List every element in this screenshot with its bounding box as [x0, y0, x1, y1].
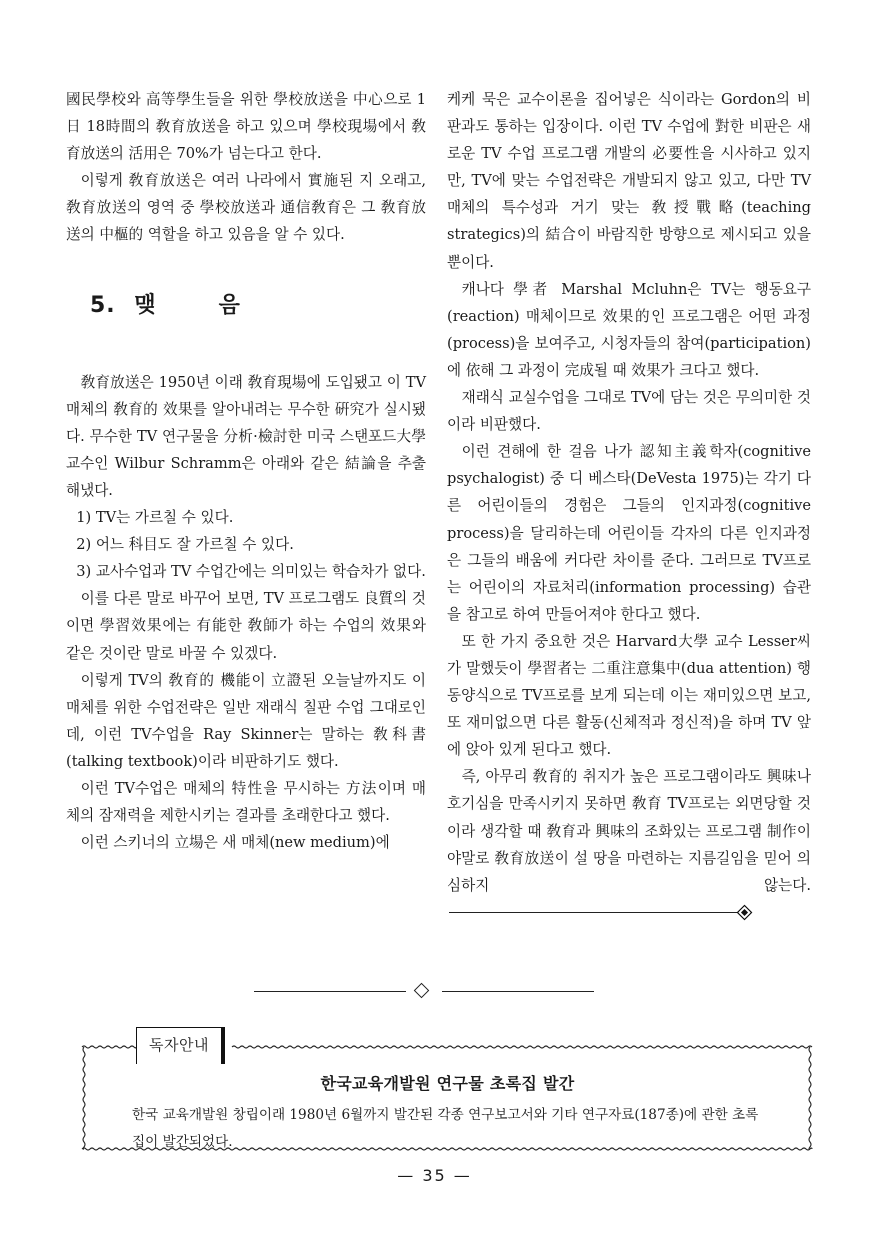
paragraph: 케케 묵은 교수이론을 집어넣은 식이라는 Gordon의 비판과도 통하는 입장이다. 이런 TV 수업에 對한 비판은 새로운 TV 수업 프로그램 개발의 必要性을 시사하고 있지만, TV에 맞는 수업전략은 개발되지 않고 있고, 다만 TV 매체의 특수성과 거기 맞는 敎授戰略(teaching strategics)의 結合이 바람직한 방향으로 제시되고 있을 뿐이다.	[447, 91, 811, 271]
end-mark-icon	[737, 905, 753, 921]
section-title-part-2: 음	[218, 292, 241, 318]
paragraph: 이를 다른 말로 바꾸어 보면, TV 프로그램도 良質의 것이면 學習效果에는 有能한 敎師가 하는 수업의 效果와 같은 것이란 말로 바꿀 수 있겠다.	[66, 590, 426, 662]
section-heading	[90, 291, 426, 321]
paragraph: 캐나다 學者 Marshal Mcluhn은 TV는 행동요구(reaction) 매체이므로 效果的인 프로그램은 어떤 과정(process)을 보여주고, 시청자들의 참여(participation)에 依해 그 과정이 完成될 때 效果가 크다고 했다.	[447, 280, 811, 379]
notice-tag: 독자안내	[136, 1027, 222, 1064]
notice-body: 한국 교육개발원 창립이래 1980년 6월까지 발간된 각종 연구보고서와 기타 연구자료(187종)에 관한 초록집이 발간되었다.	[132, 1107, 759, 1150]
paragraph: 이런 TV수업은 매체의 特性을 무시하는 方法이며 매체의 잠재력을 제한시키는 결과를 초래한다고 했다.	[66, 779, 426, 825]
paragraph-final	[447, 763, 811, 926]
paragraph: 또 한 가지 중요한 것은 Harvard大學 교수 Lesser씨가 말했듯이 學習者는 二重注意集中(dua attention) 행동양식으로 TV프로를 보게 되는데 이는 재미있으면 보고, 또 재미없으면 다른 활동(신체적과 정신적)을 하며 TV 앞에 앉아 있게 된다고 했다.	[447, 632, 811, 759]
paragraph: 이렇게 TV의 敎育的 機能이 立證된 오늘날까지도 이 매체를 위한 수업전략은 일반 재래식 칠판 수업 그대로인데, 이런 TV수업을 Ray Skinner는 말하는 敎科書(talking textbook)이라 비판하기도 했다.	[66, 671, 426, 770]
paragraph: 國民學校와 高等學生들을 위한 學校放送을 中心으로 1日 18時間의 敎育放送을 하고 있으며 學校現場에서 敎育放送의 活用은 70%가 넘는다고 한다.	[66, 91, 426, 163]
diamond-icon	[414, 983, 430, 999]
paragraph: 이런 스키너의 立場은 새 매체(new medium)에	[80, 834, 390, 852]
reader-notice-box	[80, 1027, 815, 1154]
section-number: 5.	[90, 292, 116, 318]
paragraph: 이런 견해에 한 걸음 나가 認知主義학자(cognitive psychalogist) 중 디 베스타(DeVesta 1975)는 각기 다른 어린이들의 경험은 그들의 인지과정(cognitive process)을 달리하는데 어린이들 각자의 다른 인지과정은 그들의 배움에 커다란 차이를 준다. 그러므로 TV프로는 어린이의 자료처리(information processing) 습관을 참고로 하여 만들어져야 한다고 했다.	[447, 443, 811, 623]
notice-title: 한국교육개발원 연구물 초록집 발간	[320, 1074, 575, 1093]
paragraph: 이렇게 敎育放送은 여러 나라에서 實施된 지 오래고, 敎育放送의 영역 중 學校放送과 通信敎育은 그 敎育放送의 中樞的 역할을 하고 있음을 알 수 있다.	[66, 172, 426, 244]
list-item: 3) 교사수업과 TV 수업간에는 의미있는 학습차가 없다.	[76, 563, 426, 581]
page-number: — 35 —	[397, 1166, 472, 1185]
end-rule	[449, 912, 737, 913]
paragraph: 敎育放送은 1950년 이래 敎育現場에 도입됐고 이 TV 매체의 敎育的 效果를 알아내려는 무수한 硏究가 실시됐다. 무수한 TV 연구물을 分析·檢討한 미국 스탠포드大學 교수인 Wilbur Schramm은 아래와 같은 結論을 추출해냈다.	[66, 373, 426, 499]
right-column	[447, 86, 811, 926]
paragraph-text: 즉, 아무리 敎育的 취지가 높은 프로그램이라도 興味나 호기심을 만족시키지 못하면 敎育 TV프로는 외면당할 것이라 생각할 때 敎育과 興味의 조화있는 프로그램 制作이야말로 敎育放送이 설 땅을 마련하는 지름길임을 믿어 의심하지 않는다.	[447, 768, 811, 894]
section-divider	[254, 984, 594, 998]
left-column	[66, 86, 426, 856]
list-item: 2) 어느 科目도 잘 가르칠 수 있다.	[76, 536, 294, 554]
list-item: 1) TV는 가르칠 수 있다.	[76, 509, 234, 527]
section-title-part-1: 맺	[134, 292, 157, 318]
paragraph: 재래식 교실수업을 그대로 TV에 담는 것은 무의미한 것이라 비판했다.	[447, 389, 811, 434]
